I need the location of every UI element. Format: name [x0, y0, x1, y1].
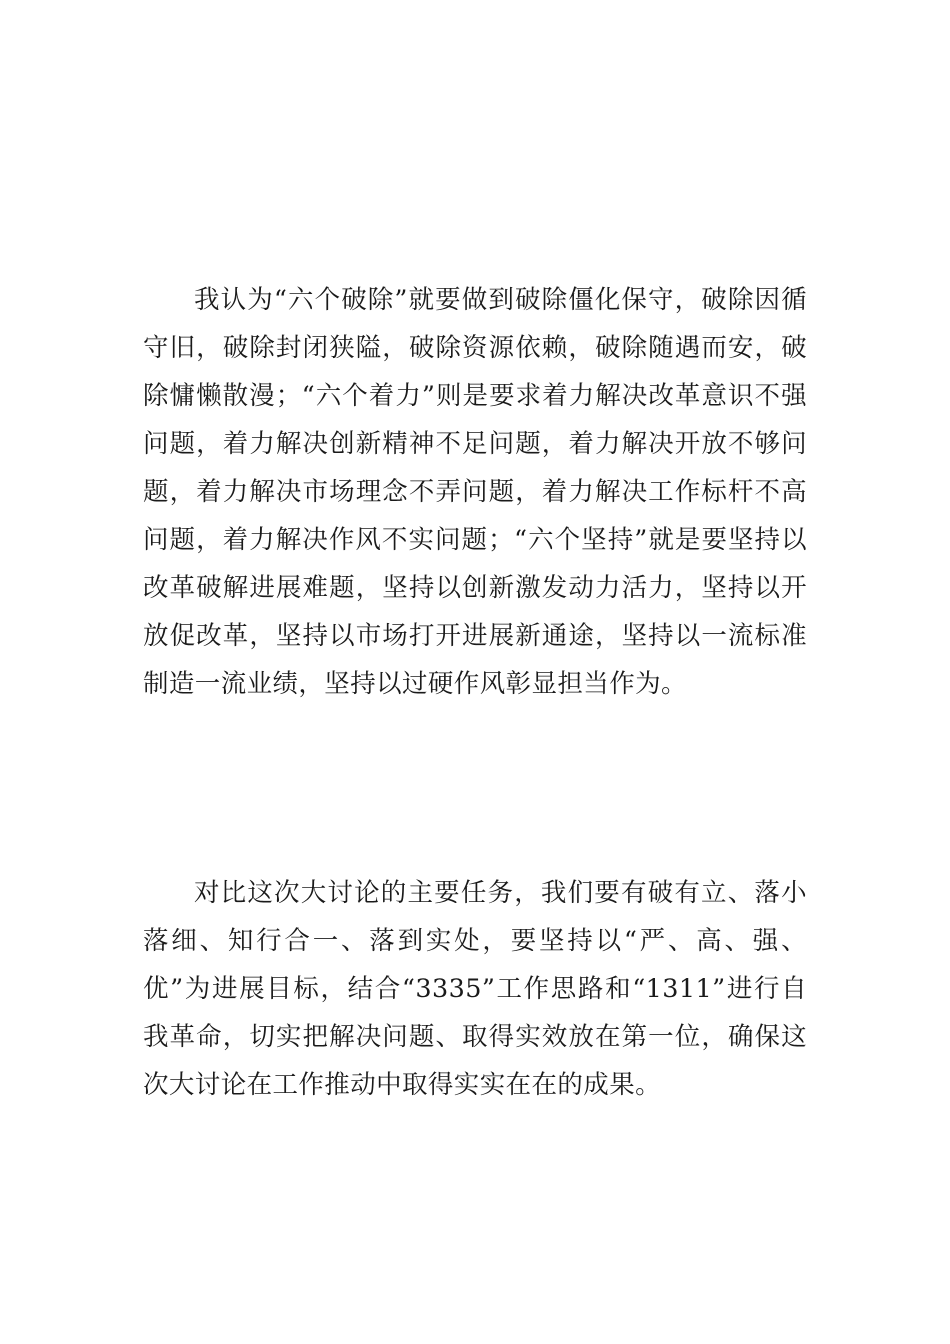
paragraph-main-tasks: 对比这次大讨论的主要任务，我们要有破有立、落小落细、知行合一、落到实处，要坚持以“严、高、强、优”为进展目标，结合“3335”工作思路和“1311”进行自我革命，切实把解决问题、取得实效放在第一位，确保这次大讨论在工作推动中取得实实在在的成果。	[143, 878, 807, 1100]
paragraph-six-principles: 我认为“六个破除”就要做到破除僵化保守，破除因循守旧，破除封闭狭隘，破除资源依赖，破除随遇而安，破除慵懒散漫；“六个着力”则是要求着力解决改革意识不强问题，着力解决创新精神不足问题，着力解决开放不够问题，着力解决市场理念不弄问题，着力解决工作标杆不高问题，着力解决作风不实问题；“六个坚持”就是要坚持以改革破解进展难题，坚持以创新激发动力活力，坚持以开放促改革，坚持以市场打开进展新通途，坚持以一流标准制造一流业绩，坚持以过硬作风彰显担当作为。	[143, 285, 807, 699]
